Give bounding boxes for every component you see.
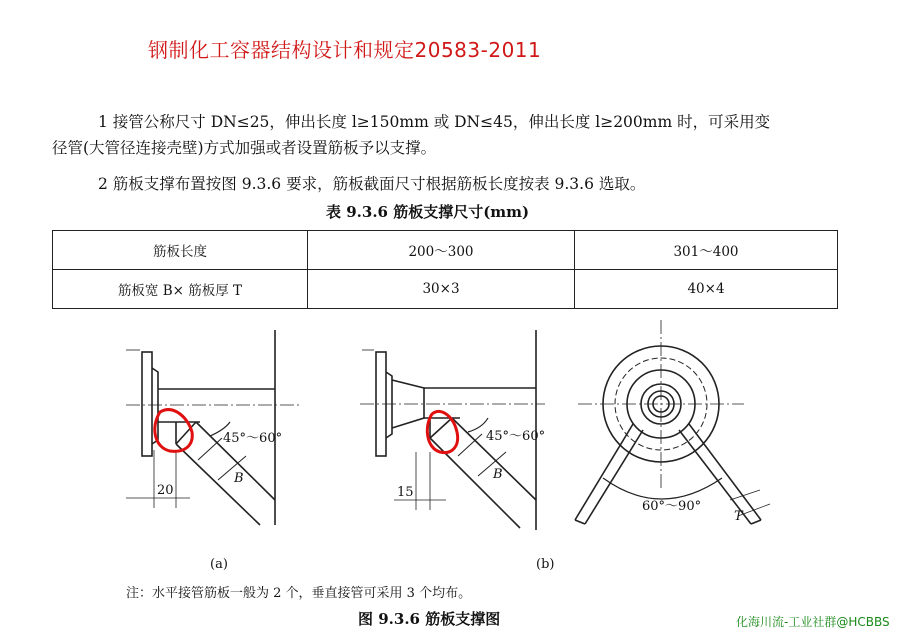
dim-15-label: 15 (397, 485, 414, 500)
table-cell: 301～400 (575, 231, 838, 270)
table-caption: 表 9.3.6 筋板支撑尺寸(mm) (326, 203, 530, 221)
paragraph-1: 1 接管公称尺寸 DN≤25，伸出长度 l≥150mm 或 DN≤45，伸出长度 l≥200mm 时，可采用变 (98, 113, 771, 131)
t-label-c: T (734, 509, 743, 524)
rib-support-figure (0, 310, 907, 580)
figure-a (126, 330, 300, 572)
table-cell: 筋板长度 (53, 231, 308, 270)
document-title: 钢制化工容器结构设计和规定20583-2011 (148, 38, 542, 62)
highlight-circle-a (155, 410, 192, 452)
b-dim-line-b (458, 434, 482, 456)
angle-label-a: 45°～60° (223, 431, 283, 446)
flange-hub-b (386, 372, 392, 438)
table-row (53, 231, 838, 270)
b-dim-line-a (198, 438, 222, 460)
b-label-a: B (234, 471, 244, 486)
b-label-b: B (493, 467, 503, 482)
rib-size-table (52, 230, 838, 309)
table-cell: 30×3 (308, 270, 575, 309)
table-cell: 40×4 (575, 270, 838, 309)
rib-edge-b (430, 418, 452, 438)
table-row (53, 270, 838, 309)
figure-c (575, 320, 770, 524)
rib-edge-a (176, 444, 260, 525)
rib-left-c (575, 424, 633, 520)
angle-arc-b (468, 418, 488, 432)
angle-label-b: 45°～60° (486, 429, 546, 444)
rib-left-c (585, 430, 643, 524)
figure-b (360, 330, 554, 572)
paragraph-1-continued: 径管(大管径连接壳壁)方式加强或者设置筋板予以支撑。 (52, 139, 437, 157)
table-cell: 200～300 (308, 231, 575, 270)
table-cell: 筋板宽 B× 筋板厚 T (53, 270, 308, 309)
angle-arc-c (603, 478, 722, 499)
figure-caption: 图 9.3.6 筋板支撑图 (358, 610, 501, 628)
figure-b-label: (b) (536, 557, 555, 572)
paragraph-2: 2 筋板支撑布置按图 9.3.6 要求，筋板截面尺寸根据筋板长度按表 9.3.6 选取。 (98, 175, 646, 193)
watermark: 化海川流-工业社群@HCBBS (736, 615, 890, 629)
angle-label-c: 60°～90° (642, 499, 702, 514)
figure-note: 注：水平接管筋板一般为 2 个，垂直接管可采用 3 个均布。 (126, 586, 472, 601)
flange-a (142, 352, 152, 456)
dim-20-label: 20 (157, 483, 174, 498)
figure-a-label: (a) (210, 557, 228, 572)
